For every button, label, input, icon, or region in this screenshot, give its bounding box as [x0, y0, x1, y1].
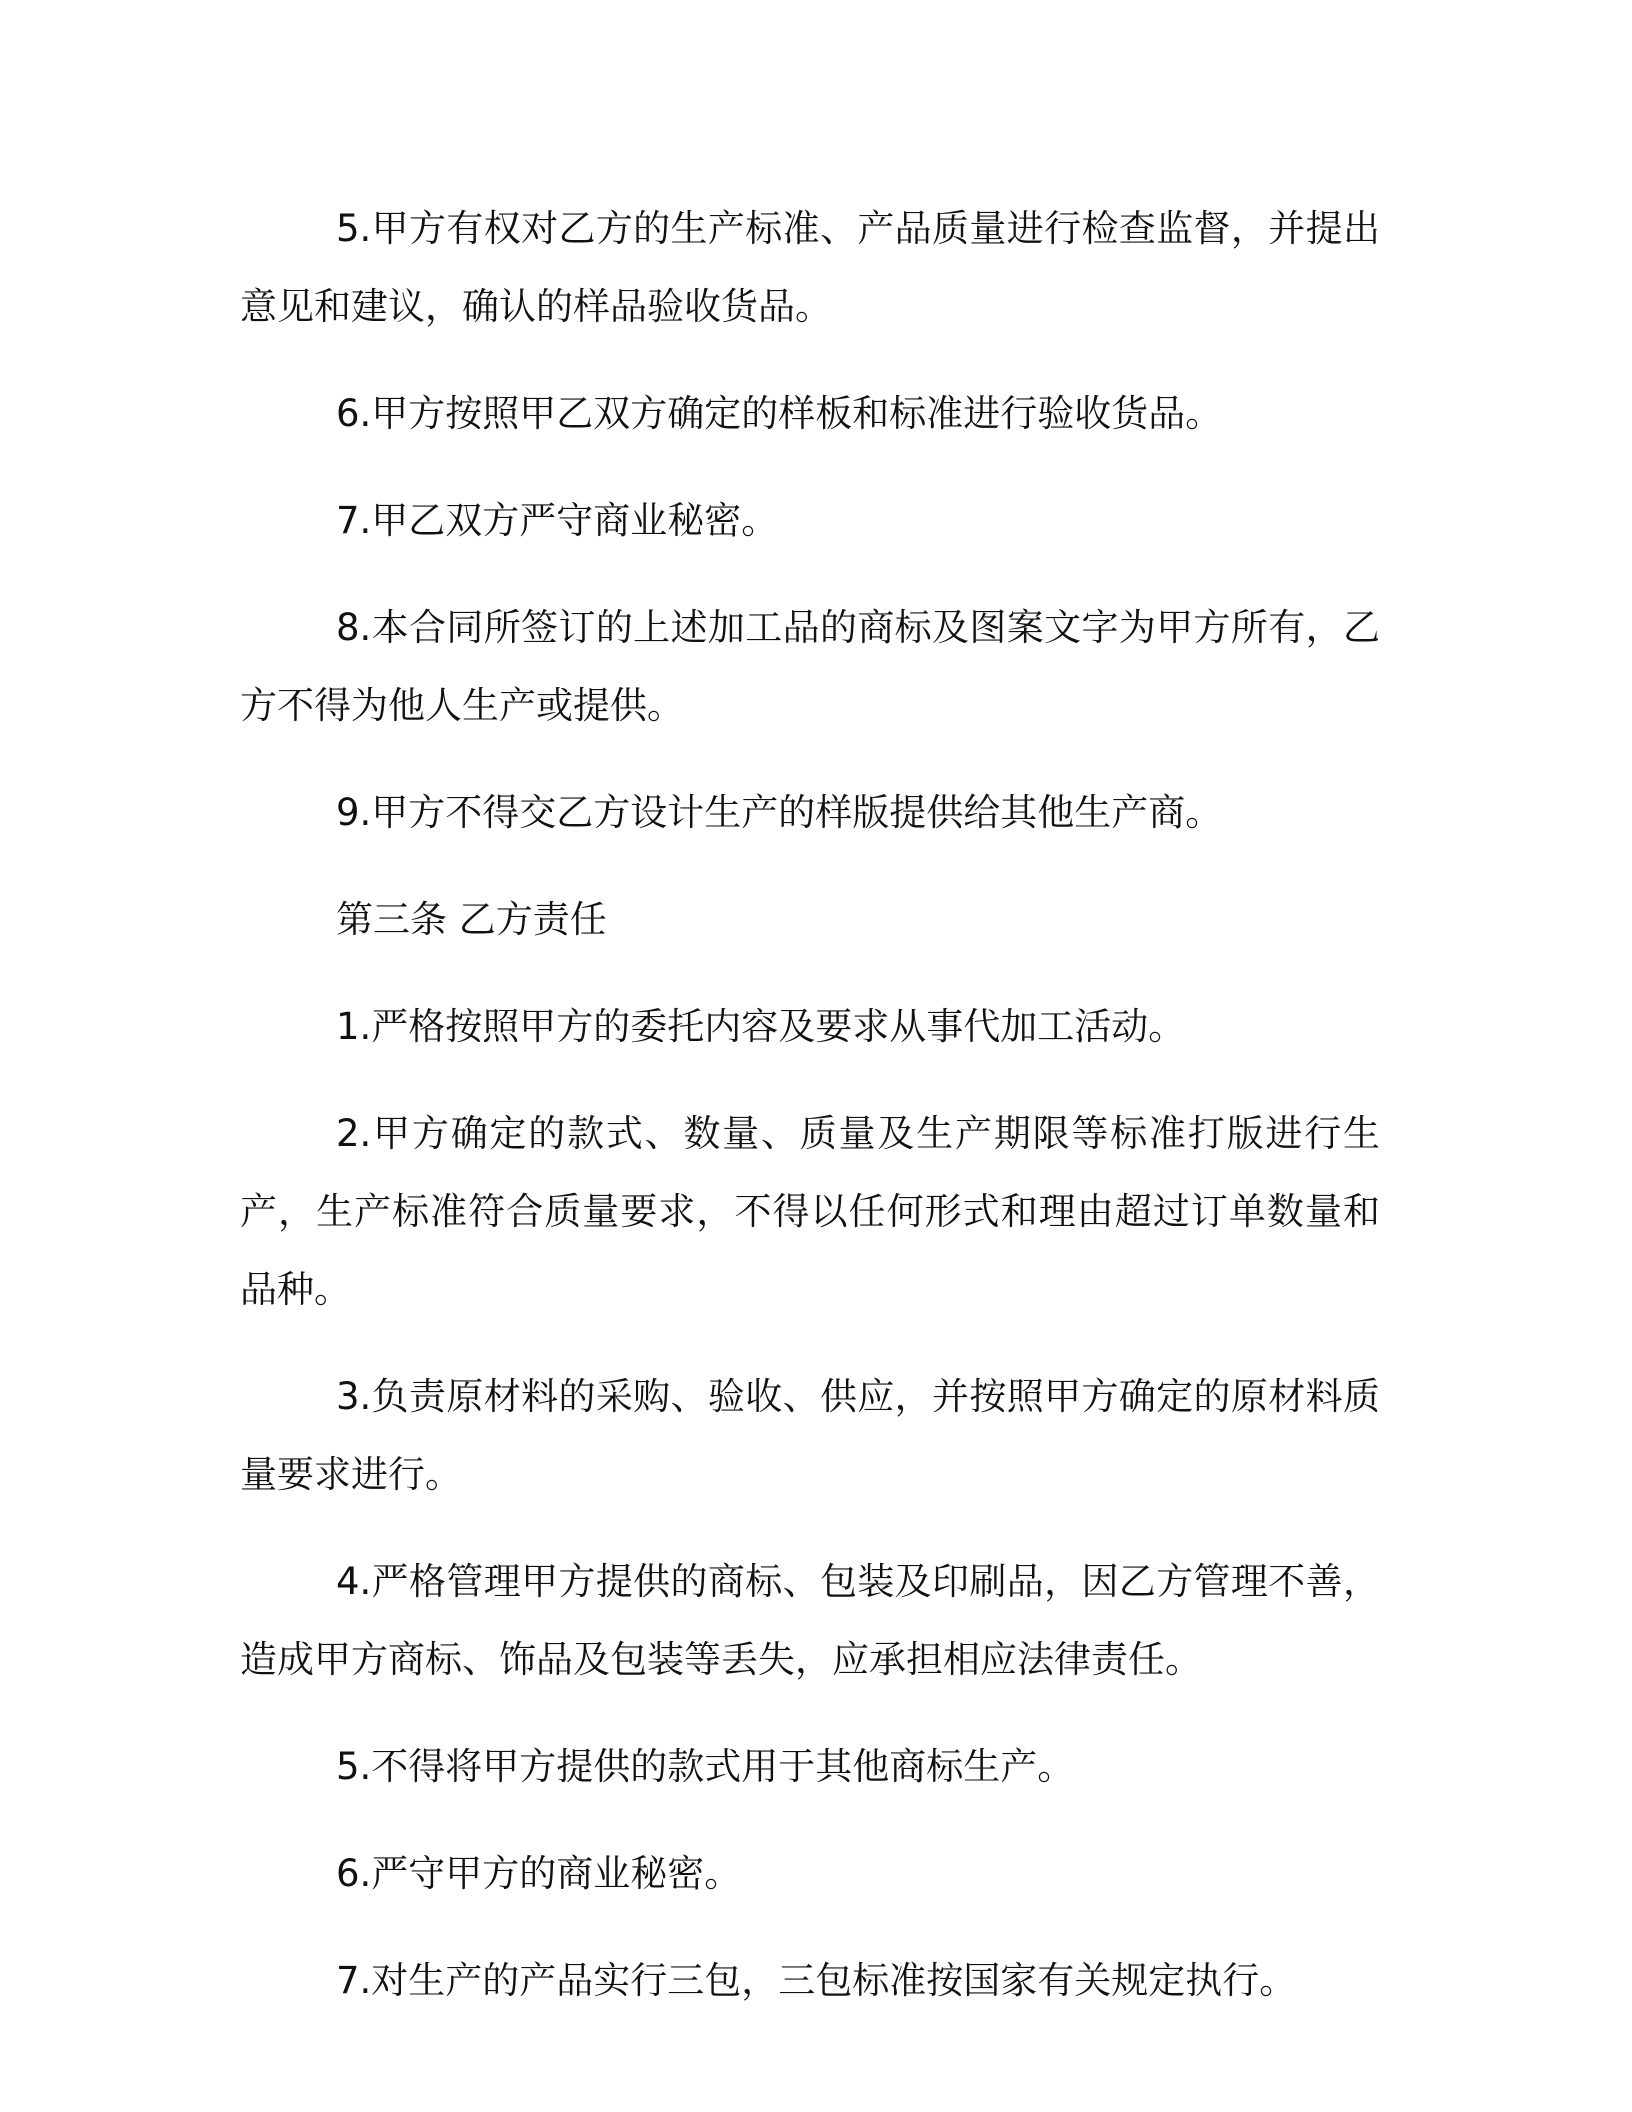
clause-a7-confidentiality: 7.甲乙双方严守商业秘密。: [336, 499, 779, 542]
clause-b1-processing: 1.严格按照甲方的委托内容及要求从事代加工活动。: [336, 1005, 1186, 1048]
section-heading-party-b: 第三条 乙方责任: [336, 898, 607, 941]
clause-b2-production: 2.甲方确定的款式、数量、质量及生产期限等标准打版进行生产，生产标准符合质量要求，不得以任何形式和理由超过订单数量和品种。: [240, 1112, 1380, 1311]
clause-a6-acceptance: 6.甲方按照甲乙双方确定的样板和标准进行验收货品。: [336, 392, 1223, 435]
clause-b3-materials: 3.负责原材料的采购、验收、供应，并按照甲方确定的原材料质量要求进行。: [240, 1375, 1380, 1496]
clause-b6-secrets: 6.严守甲方的商业秘密。: [336, 1852, 742, 1895]
clause-a8-trademark: 8.本合同所签订的上述加工品的商标及图案文字为甲方所有，乙方不得为他人生产或提供。: [240, 606, 1380, 727]
clause-b5-styles: 5.不得将甲方提供的款式用于其他商标生产。: [336, 1745, 1075, 1788]
clause-a5-inspection: 5.甲方有权对乙方的生产标准、产品质量进行检查监督，并提出意见和建议，确认的样品验收货品。: [240, 207, 1380, 328]
clause-b7-warranty: 7.对生产的产品实行三包，三包标准按国家有关规定执行。: [336, 1959, 1297, 2002]
clause-a9-samples: 9.甲方不得交乙方设计生产的样版提供给其他生产商。: [336, 791, 1223, 834]
document-body: [240, 190, 1380, 2049]
clause-b4-packaging: 4.严格管理甲方提供的商标、包装及印刷品，因乙方管理不善，造成甲方商标、饰品及包装等丢失，应承担相应法律责任。: [240, 1560, 1380, 1681]
